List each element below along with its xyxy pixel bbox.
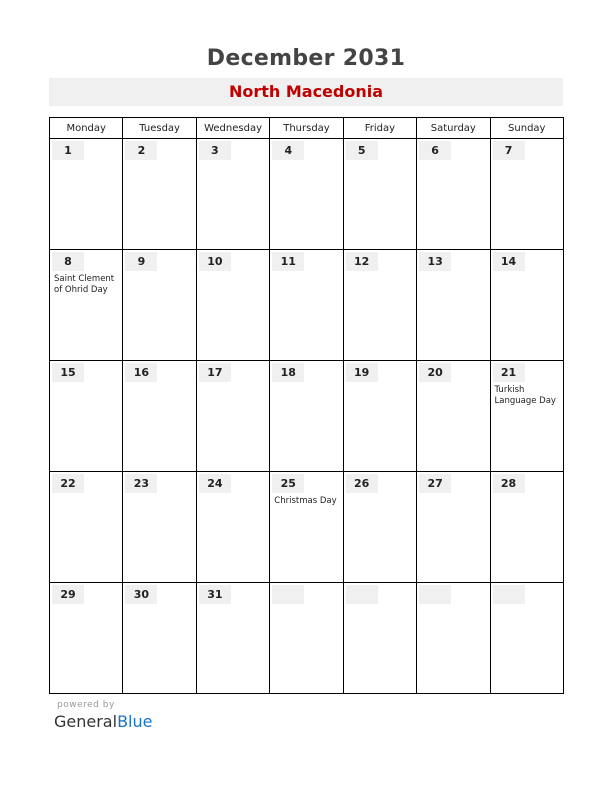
day-number: 18 bbox=[272, 363, 304, 382]
day-cell bbox=[490, 361, 563, 472]
day-cell bbox=[270, 472, 343, 583]
day-number: 15 bbox=[52, 363, 84, 382]
day-number: 13 bbox=[419, 252, 451, 271]
day-cell bbox=[123, 583, 196, 694]
day-cell bbox=[196, 250, 269, 361]
holiday-label: Saint Clement of Ohrid Day bbox=[54, 274, 115, 295]
day-number: 22 bbox=[52, 474, 84, 493]
month-year-title: December 2031 bbox=[206, 46, 406, 71]
day-number: 5 bbox=[346, 141, 378, 160]
day-cell bbox=[123, 361, 196, 472]
day-number: 26 bbox=[346, 474, 378, 493]
day-cell bbox=[417, 139, 490, 250]
day-number: 21 bbox=[493, 363, 525, 382]
day-number: 14 bbox=[493, 252, 525, 271]
weekday-header: Thursday bbox=[270, 118, 343, 139]
powered-by-text: powered by bbox=[57, 700, 115, 710]
day-number: 29 bbox=[52, 585, 84, 604]
day-cell bbox=[417, 472, 490, 583]
holiday-label: Christmas Day bbox=[274, 496, 337, 506]
day-cell bbox=[343, 361, 416, 472]
day-number bbox=[419, 585, 451, 604]
day-cell bbox=[50, 583, 123, 694]
day-number bbox=[493, 585, 525, 604]
weekday-header: Friday bbox=[343, 118, 416, 139]
day-cell bbox=[490, 583, 563, 694]
week-row bbox=[50, 583, 564, 694]
day-number: 30 bbox=[125, 585, 157, 604]
day-number: 10 bbox=[199, 252, 231, 271]
day-cell bbox=[196, 361, 269, 472]
day-number: 28 bbox=[493, 474, 525, 493]
generalblue-logo[interactable] bbox=[54, 712, 152, 731]
weekday-header: Monday bbox=[50, 118, 123, 139]
day-number: 16 bbox=[125, 363, 157, 382]
day-cell bbox=[50, 139, 123, 250]
day-cell bbox=[50, 361, 123, 472]
weekday-header: Wednesday bbox=[196, 118, 269, 139]
day-number: 23 bbox=[125, 474, 157, 493]
day-cell bbox=[270, 361, 343, 472]
day-cell bbox=[417, 361, 490, 472]
day-number: 3 bbox=[199, 141, 231, 160]
weekday-header: Saturday bbox=[417, 118, 490, 139]
day-cell bbox=[270, 250, 343, 361]
day-number: 2 bbox=[125, 141, 157, 160]
day-cell bbox=[123, 250, 196, 361]
day-cell bbox=[123, 472, 196, 583]
day-number: 6 bbox=[419, 141, 451, 160]
day-cell bbox=[50, 250, 123, 361]
weekday-header: Tuesday bbox=[123, 118, 196, 139]
day-cell bbox=[270, 583, 343, 694]
day-cell bbox=[417, 583, 490, 694]
calendar-body bbox=[50, 139, 564, 694]
week-row bbox=[50, 139, 564, 250]
day-cell bbox=[123, 139, 196, 250]
day-cell bbox=[196, 472, 269, 583]
day-number: 17 bbox=[199, 363, 231, 382]
calendar-grid bbox=[49, 117, 564, 694]
day-cell bbox=[417, 250, 490, 361]
day-cell bbox=[196, 583, 269, 694]
day-number: 19 bbox=[346, 363, 378, 382]
day-number: 4 bbox=[272, 141, 304, 160]
day-number: 12 bbox=[346, 252, 378, 271]
day-cell bbox=[343, 583, 416, 694]
brand-general: General bbox=[54, 712, 118, 731]
week-row bbox=[50, 250, 564, 361]
day-cell bbox=[343, 250, 416, 361]
day-cell bbox=[50, 472, 123, 583]
day-number: 27 bbox=[419, 474, 451, 493]
weekday-header-row bbox=[50, 118, 564, 139]
brand-blue: Blue bbox=[117, 712, 153, 731]
day-number: 11 bbox=[272, 252, 304, 271]
day-number: 7 bbox=[493, 141, 525, 160]
day-cell bbox=[490, 250, 563, 361]
day-cell bbox=[343, 139, 416, 250]
day-cell bbox=[196, 139, 269, 250]
day-cell bbox=[270, 139, 343, 250]
day-number bbox=[272, 585, 304, 604]
day-cell bbox=[490, 472, 563, 583]
holiday-label: Turkish Language Day bbox=[494, 385, 556, 406]
day-number: 20 bbox=[419, 363, 451, 382]
day-cell bbox=[490, 139, 563, 250]
day-cell bbox=[343, 472, 416, 583]
weekday-header: Sunday bbox=[490, 118, 563, 139]
day-number: 9 bbox=[125, 252, 157, 271]
day-number: 1 bbox=[52, 141, 84, 160]
week-row bbox=[50, 361, 564, 472]
day-number bbox=[346, 585, 378, 604]
week-row bbox=[50, 472, 564, 583]
day-number: 25 bbox=[272, 474, 304, 493]
day-number: 24 bbox=[199, 474, 231, 493]
country-name: North Macedonia bbox=[49, 78, 563, 106]
day-number: 31 bbox=[199, 585, 231, 604]
day-number: 8 bbox=[52, 252, 84, 271]
